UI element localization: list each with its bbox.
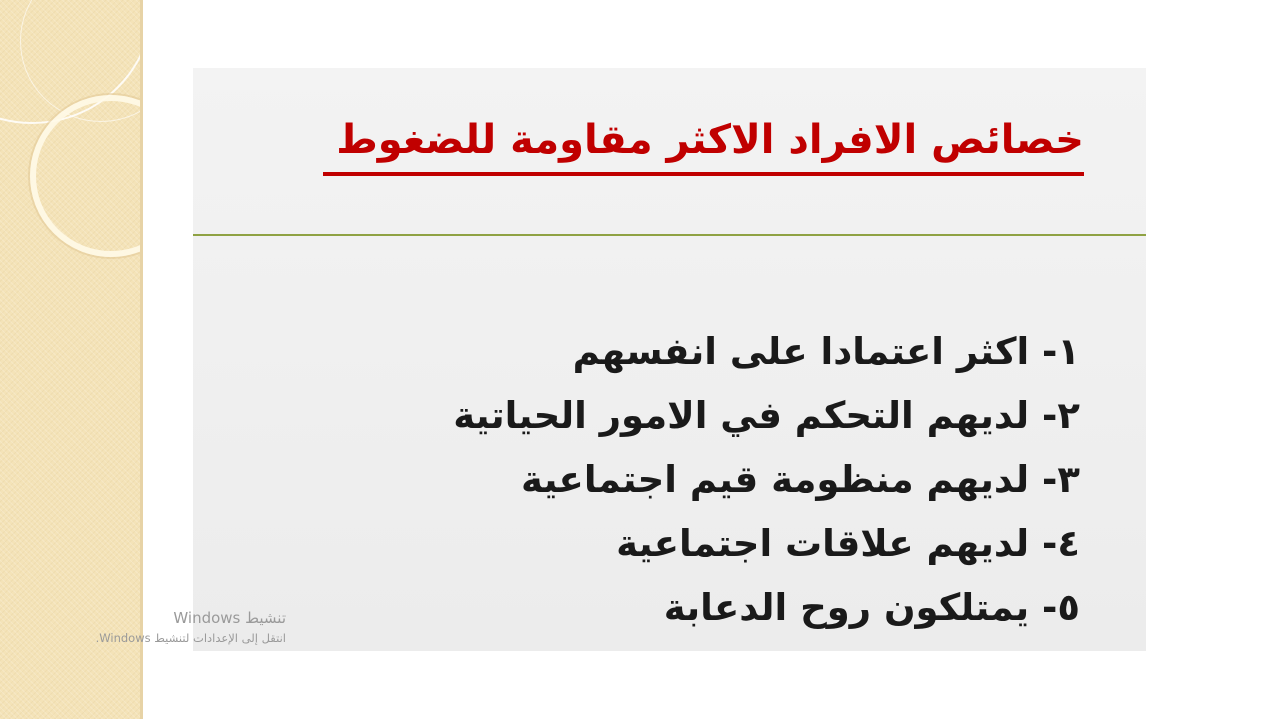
windows-activation-watermark [58, 606, 286, 646]
title-divider [193, 234, 1146, 236]
slide-bullet-list [453, 320, 1080, 640]
slide-title: خصائص الافراد الاكثر مقاومة للضغوط [336, 117, 1084, 163]
list-item: ٢- لديهم التحكم في الامور الحياتية [453, 394, 1080, 437]
watermark-title: تنشيط Windows [173, 609, 286, 627]
list-item: ٣- لديهم منظومة قيم اجتماعية [521, 458, 1080, 501]
list-item: ٥- يمتلكون روح الدعابة [663, 586, 1080, 629]
slide-content [193, 68, 1146, 651]
slide-title-area [193, 68, 1146, 235]
list-item: ٤- لديهم علاقات اجتماعية [616, 522, 1080, 565]
list-item: ١- اكثر اعتمادا على انفسهم [572, 330, 1080, 373]
watermark-subtitle: انتقل إلى الإعدادات لتنشيط Windows. [95, 631, 286, 645]
title-underline [323, 172, 1084, 176]
